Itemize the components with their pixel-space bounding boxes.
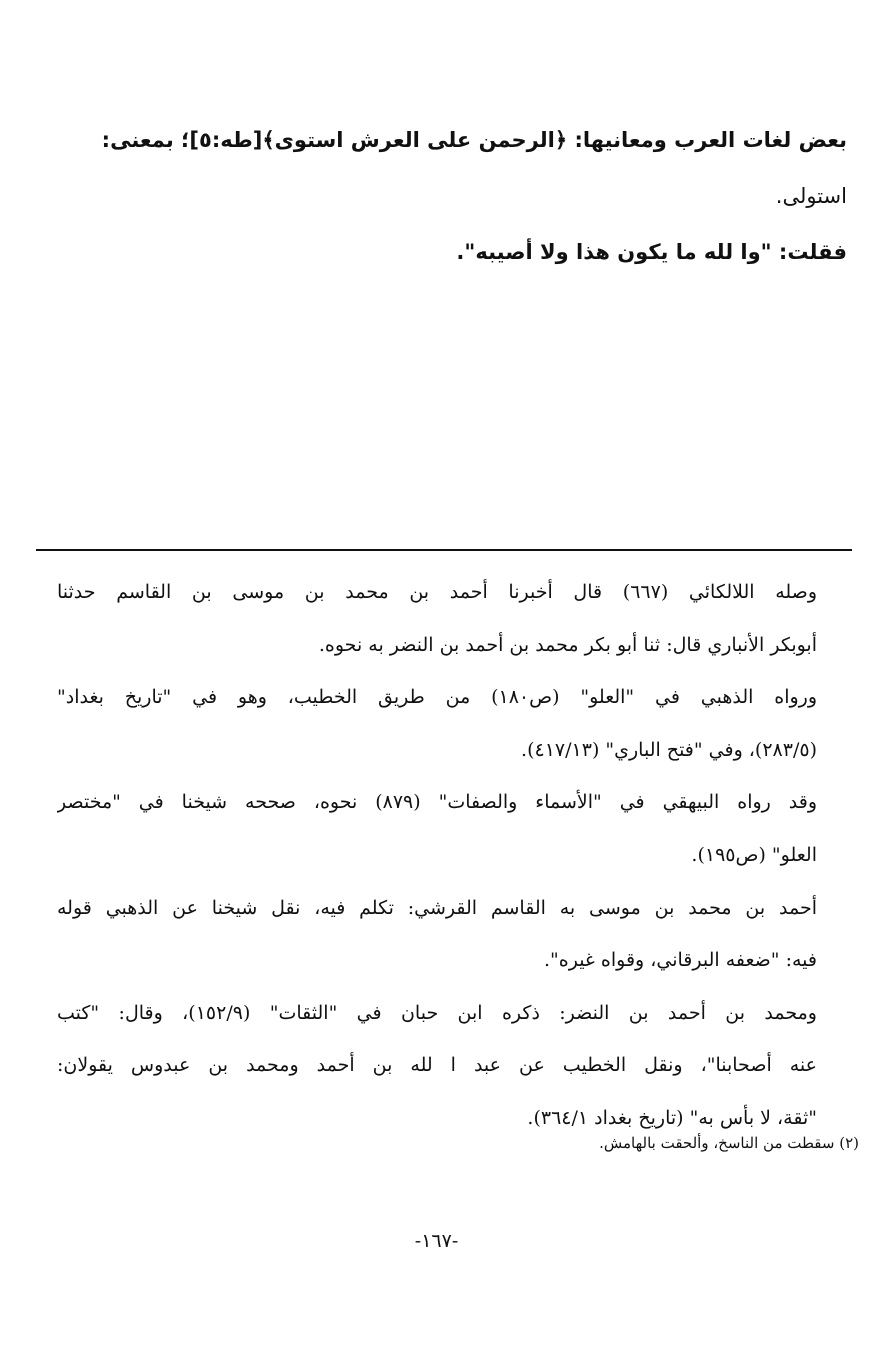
footnote-line: فيه: "ضعفه البرقاني، وقواه غيره". (543, 949, 817, 972)
footnote-line: وصله اللالكائي (٦٦٧) قال أخبرنا أحمد بن محمد بن موسى بن القاسم حدثنا (57, 581, 817, 603)
footnote-line: "ثقة، لا بأس به" (تاريخ بغداد ٣٦٤/١). (527, 1106, 817, 1129)
footnote-line: أبوبكر الأنباري قال: ثنا أبو بكر محمد بن أحمد بن النضر به نحوه. (318, 633, 817, 656)
footnote-divider (36, 549, 852, 551)
footnote-line: عنه أصحابنا"، ونقل الخطيب عن عبد ا لله بن أحمد ومحمد بن عبدوس يقولان: (57, 1054, 817, 1077)
footnote-line: وقد رواه البيهقي في "الأسماء والصفات" (٨٧٩) نحوه، صححه شيخنا في "مختصر (57, 791, 817, 814)
footnotes (57, 566, 817, 1145)
footnote-line: العلو" (ص١٩٥). (691, 843, 817, 866)
margin-note: (٢) سقطت من الناسخ، وألحقت بالهامش. (599, 1134, 859, 1152)
footnote-line: ومحمد بن أحمد بن النضر: ذكره ابن حبان في "الثقات" (١٥٢/٩)، وقال: "كتب (57, 1001, 817, 1024)
footnote-line: (٢٨٣/٥)، وفي "فتح الباري" (٤١٧/١٣). (521, 738, 817, 761)
footnote-line: ورواه الذهبي في "العلو" (ص١٨٠) من طريق الخطيب، وهو في "تاريخ بغداد" (57, 686, 817, 709)
main-text-line: فقلت: "وا لله ما يكون هذا ولا أصيبه". (456, 240, 847, 264)
main-text-line: بعض لغات العرب ومعانيها: ﴿الرحمن على العرش استوى﴾[طه:٥]؛ بمعنى: (101, 128, 847, 152)
footnote-line: أحمد بن محمد بن موسى به القاسم القرشي: تكلم فيه، نقل شيخنا عن الذهبي قوله (57, 896, 817, 919)
main-text-line: استولى. (775, 184, 847, 208)
main-text (47, 112, 847, 280)
page-number: -١٦٧- (414, 1230, 459, 1252)
